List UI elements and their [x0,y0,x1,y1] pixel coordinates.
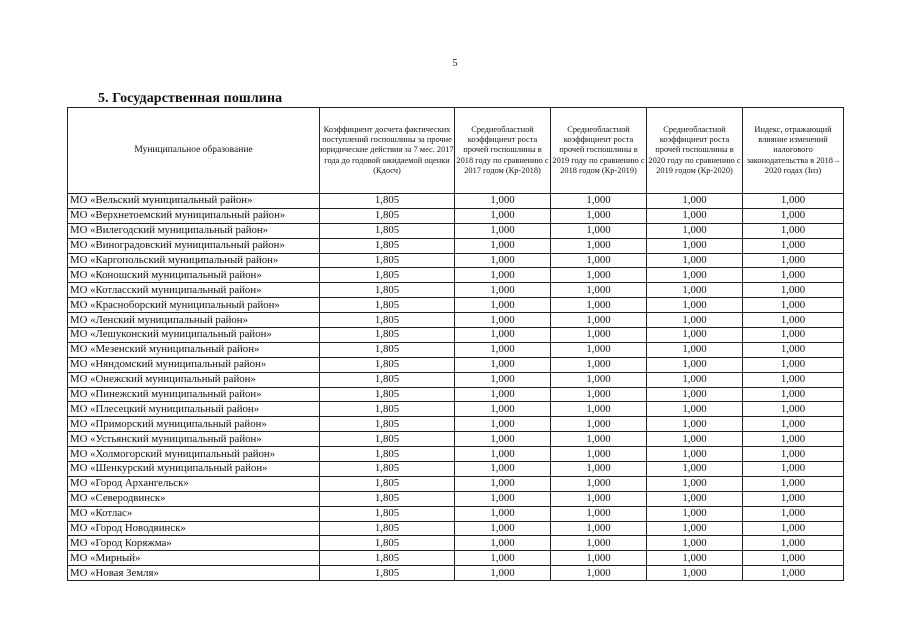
k-dosch-cell: 1,805 [320,402,455,417]
kr-2019-cell: 1,000 [551,342,647,357]
kr-2019-cell: 1,000 [551,268,647,283]
kr-2019-cell: 1,000 [551,253,647,268]
header-index-inz: Индекс, отражающий влияние изменений налогового законодательства в 2018 – 2020 годах (Iнз) [743,108,844,194]
kr-2020-cell: 1,000 [647,253,743,268]
table-row [68,506,844,521]
index-inz-cell: 1,000 [743,194,844,209]
index-inz-cell: 1,000 [743,342,844,357]
kr-2018-cell: 1,000 [455,462,551,477]
municipality-name-cell: МО «Приморский муниципальный район» [68,417,320,432]
kr-2020-cell: 1,000 [647,298,743,313]
kr-2018-cell: 1,000 [455,328,551,343]
header-kr-2020: Среднеобластной коэффициент роста прочей госпошлины в 2020 году по сравнению с 2019 годом (Кр-2020) [647,108,743,194]
table-row [68,387,844,402]
municipality-name-cell: МО «Мирный» [68,551,320,566]
kr-2020-cell: 1,000 [647,506,743,521]
k-dosch-cell: 1,805 [320,223,455,238]
kr-2020-cell: 1,000 [647,223,743,238]
kr-2018-cell: 1,000 [455,313,551,328]
municipality-name-cell: МО «Устьянский муниципальный район» [68,432,320,447]
k-dosch-cell: 1,805 [320,208,455,223]
kr-2019-cell: 1,000 [551,238,647,253]
kr-2018-cell: 1,000 [455,208,551,223]
table-row [68,551,844,566]
kr-2019-cell: 1,000 [551,223,647,238]
municipality-name-cell: МО «Мезенский муниципальный район» [68,342,320,357]
municipality-name-cell: МО «Плесецкий муниципальный район» [68,402,320,417]
kr-2019-cell: 1,000 [551,328,647,343]
header-municipality: Муниципальное образование [68,108,320,194]
kr-2020-cell: 1,000 [647,372,743,387]
table-row [68,208,844,223]
index-inz-cell: 1,000 [743,387,844,402]
kr-2020-cell: 1,000 [647,521,743,536]
municipality-name-cell: МО «Каргопольский муниципальный район» [68,253,320,268]
index-inz-cell: 1,000 [743,268,844,283]
k-dosch-cell: 1,805 [320,506,455,521]
kr-2020-cell: 1,000 [647,313,743,328]
kr-2019-cell: 1,000 [551,402,647,417]
kr-2019-cell: 1,000 [551,506,647,521]
table-row [68,402,844,417]
table-row [68,462,844,477]
index-inz-cell: 1,000 [743,328,844,343]
kr-2018-cell: 1,000 [455,357,551,372]
kr-2018-cell: 1,000 [455,342,551,357]
k-dosch-cell: 1,805 [320,283,455,298]
kr-2020-cell: 1,000 [647,536,743,551]
kr-2020-cell: 1,000 [647,238,743,253]
kr-2020-cell: 1,000 [647,208,743,223]
index-inz-cell: 1,000 [743,536,844,551]
kr-2018-cell: 1,000 [455,506,551,521]
kr-2019-cell: 1,000 [551,521,647,536]
k-dosch-cell: 1,805 [320,298,455,313]
municipality-name-cell: МО «Котласский муниципальный район» [68,283,320,298]
k-dosch-cell: 1,805 [320,566,455,581]
table-row [68,491,844,506]
k-dosch-cell: 1,805 [320,387,455,402]
kr-2018-cell: 1,000 [455,417,551,432]
k-dosch-cell: 1,805 [320,268,455,283]
municipality-name-cell: МО «Коношский муниципальный район» [68,268,320,283]
k-dosch-cell: 1,805 [320,432,455,447]
section-title: 5. Государственная пошлина [98,91,283,106]
kr-2019-cell: 1,000 [551,491,647,506]
kr-2018-cell: 1,000 [455,253,551,268]
municipality-name-cell: МО «Город Новодвинск» [68,521,320,536]
table-row [68,432,844,447]
kr-2019-cell: 1,000 [551,566,647,581]
k-dosch-cell: 1,805 [320,313,455,328]
kr-2018-cell: 1,000 [455,387,551,402]
kr-2019-cell: 1,000 [551,313,647,328]
kr-2018-cell: 1,000 [455,372,551,387]
k-dosch-cell: 1,805 [320,491,455,506]
k-dosch-cell: 1,805 [320,521,455,536]
k-dosch-cell: 1,805 [320,476,455,491]
kr-2018-cell: 1,000 [455,223,551,238]
index-inz-cell: 1,000 [743,372,844,387]
index-inz-cell: 1,000 [743,313,844,328]
kr-2020-cell: 1,000 [647,447,743,462]
municipality-name-cell: МО «Вилегодский муниципальный район» [68,223,320,238]
index-inz-cell: 1,000 [743,447,844,462]
k-dosch-cell: 1,805 [320,342,455,357]
kr-2020-cell: 1,000 [647,194,743,209]
table-row [68,194,844,209]
index-inz-cell: 1,000 [743,551,844,566]
table-row [68,238,844,253]
kr-2018-cell: 1,000 [455,194,551,209]
kr-2020-cell: 1,000 [647,462,743,477]
k-dosch-cell: 1,805 [320,372,455,387]
table-row [68,268,844,283]
k-dosch-cell: 1,805 [320,447,455,462]
k-dosch-cell: 1,805 [320,536,455,551]
table-row [68,313,844,328]
index-inz-cell: 1,000 [743,506,844,521]
index-inz-cell: 1,000 [743,208,844,223]
municipality-name-cell: МО «Ленский муниципальный район» [68,313,320,328]
kr-2020-cell: 1,000 [647,268,743,283]
table-header-row [68,108,844,194]
table-row [68,372,844,387]
table-row [68,536,844,551]
municipality-name-cell: МО «Красноборский муниципальный район» [68,298,320,313]
municipality-name-cell: МО «Северодвинск» [68,491,320,506]
kr-2020-cell: 1,000 [647,387,743,402]
municipality-name-cell: МО «Пинежский муниципальный район» [68,387,320,402]
index-inz-cell: 1,000 [743,253,844,268]
kr-2020-cell: 1,000 [647,551,743,566]
k-dosch-cell: 1,805 [320,238,455,253]
kr-2020-cell: 1,000 [647,566,743,581]
kr-2020-cell: 1,000 [647,491,743,506]
kr-2020-cell: 1,000 [647,342,743,357]
kr-2019-cell: 1,000 [551,357,647,372]
table-row [68,357,844,372]
index-inz-cell: 1,000 [743,417,844,432]
table-row [68,298,844,313]
municipality-name-cell: МО «Вельский муниципальный район» [68,194,320,209]
k-dosch-cell: 1,805 [320,417,455,432]
kr-2019-cell: 1,000 [551,476,647,491]
kr-2019-cell: 1,000 [551,536,647,551]
kr-2020-cell: 1,000 [647,357,743,372]
kr-2019-cell: 1,000 [551,387,647,402]
kr-2019-cell: 1,000 [551,432,647,447]
kr-2020-cell: 1,000 [647,417,743,432]
kr-2018-cell: 1,000 [455,566,551,581]
municipality-name-cell: МО «Лешуконский муниципальный район» [68,328,320,343]
index-inz-cell: 1,000 [743,566,844,581]
municipality-name-cell: МО «Новая Земля» [68,566,320,581]
kr-2020-cell: 1,000 [647,476,743,491]
kr-2019-cell: 1,000 [551,208,647,223]
k-dosch-cell: 1,805 [320,194,455,209]
municipality-name-cell: МО «Котлас» [68,506,320,521]
table-row [68,342,844,357]
index-inz-cell: 1,000 [743,283,844,298]
municipality-name-cell: МО «Шенкурский муниципальный район» [68,462,320,477]
index-inz-cell: 1,000 [743,491,844,506]
kr-2018-cell: 1,000 [455,521,551,536]
kr-2019-cell: 1,000 [551,447,647,462]
index-inz-cell: 1,000 [743,238,844,253]
kr-2018-cell: 1,000 [455,283,551,298]
index-inz-cell: 1,000 [743,223,844,238]
municipality-name-cell: МО «Виноградовский муниципальный район» [68,238,320,253]
k-dosch-cell: 1,805 [320,328,455,343]
table-row [68,447,844,462]
header-kr-2019: Среднеобластной коэффициент роста прочей госпошлины в 2019 году по сравнению с 2018 годом (Кр-2019) [551,108,647,194]
kr-2019-cell: 1,000 [551,194,647,209]
kr-2018-cell: 1,000 [455,268,551,283]
kr-2019-cell: 1,000 [551,283,647,298]
k-dosch-cell: 1,805 [320,357,455,372]
municipality-name-cell: МО «Город Архангельск» [68,476,320,491]
kr-2018-cell: 1,000 [455,432,551,447]
index-inz-cell: 1,000 [743,357,844,372]
index-inz-cell: 1,000 [743,402,844,417]
kr-2018-cell: 1,000 [455,536,551,551]
index-inz-cell: 1,000 [743,521,844,536]
kr-2020-cell: 1,000 [647,402,743,417]
kr-2018-cell: 1,000 [455,238,551,253]
index-inz-cell: 1,000 [743,298,844,313]
page-number: 5 [452,58,458,69]
kr-2020-cell: 1,000 [647,432,743,447]
index-inz-cell: 1,000 [743,432,844,447]
municipality-name-cell: МО «Город Коряжма» [68,536,320,551]
kr-2018-cell: 1,000 [455,551,551,566]
table-row [68,328,844,343]
table-row [68,476,844,491]
kr-2019-cell: 1,000 [551,462,647,477]
kr-2019-cell: 1,000 [551,417,647,432]
municipality-name-cell: МО «Онежский муниципальный район» [68,372,320,387]
table-row [68,223,844,238]
kr-2018-cell: 1,000 [455,298,551,313]
kr-2019-cell: 1,000 [551,551,647,566]
table-row [68,417,844,432]
kr-2020-cell: 1,000 [647,328,743,343]
municipality-name-cell: МО «Верхнетоемский муниципальный район» [68,208,320,223]
municipality-name-cell: МО «Няндомский муниципальный район» [68,357,320,372]
index-inz-cell: 1,000 [743,476,844,491]
kr-2019-cell: 1,000 [551,372,647,387]
duty-coefficients-table [67,107,844,581]
kr-2018-cell: 1,000 [455,491,551,506]
index-inz-cell: 1,000 [743,462,844,477]
k-dosch-cell: 1,805 [320,462,455,477]
kr-2020-cell: 1,000 [647,283,743,298]
kr-2018-cell: 1,000 [455,476,551,491]
municipality-name-cell: МО «Холмогорский муниципальный район» [68,447,320,462]
table-row [68,521,844,536]
kr-2018-cell: 1,000 [455,402,551,417]
table-row [68,566,844,581]
k-dosch-cell: 1,805 [320,551,455,566]
table-row [68,283,844,298]
table-row [68,253,844,268]
k-dosch-cell: 1,805 [320,253,455,268]
kr-2019-cell: 1,000 [551,298,647,313]
header-k-dosch: Коэффициент досчета фактических поступлений госпошлины за прочие юридические действия за 7 мес. 2017 года до годовой ожидаемой оценки (Кдосч) [320,108,455,194]
kr-2018-cell: 1,000 [455,447,551,462]
header-kr-2018: Среднеобластной коэффициент роста прочей госпошлины в 2018 году по сравнению с 2017 годом (Кр-2018) [455,108,551,194]
